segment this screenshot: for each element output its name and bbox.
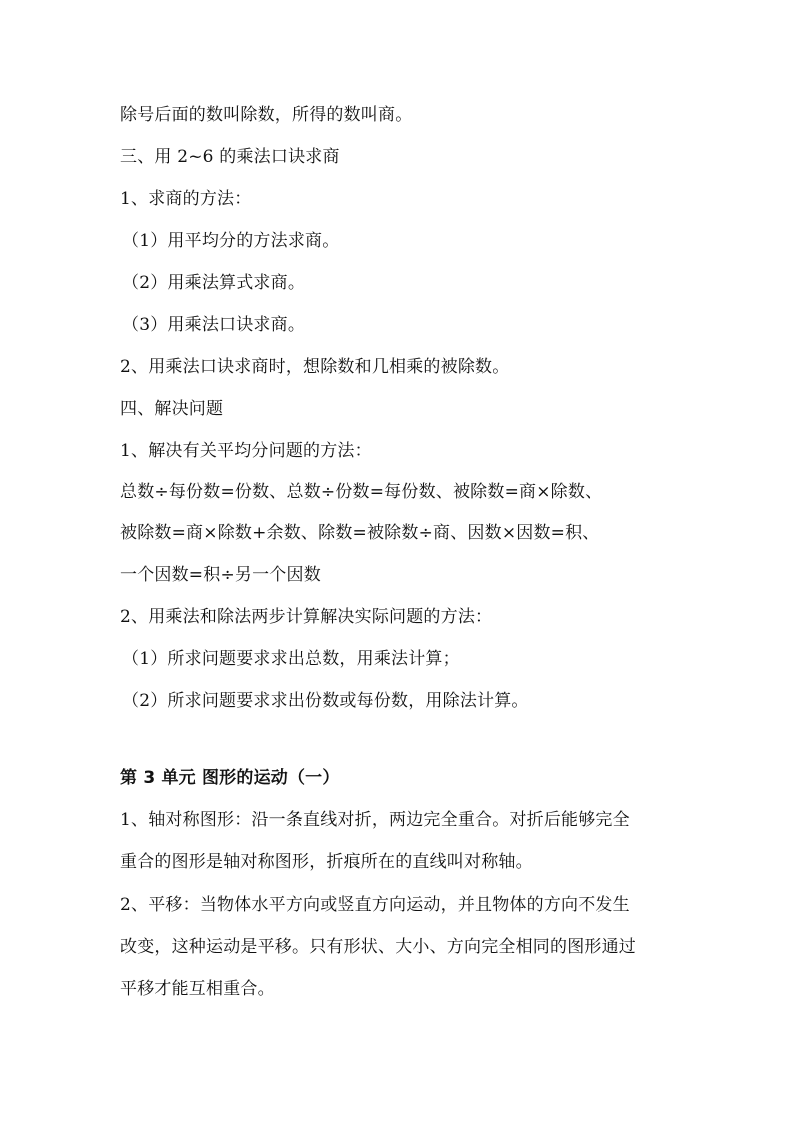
section-title: 四、解决问题 <box>120 399 224 419</box>
text-line: （1）用平均分的方法求商。 <box>122 231 340 251</box>
text-line: 1、求商的方法： <box>120 189 252 209</box>
text-line: 2、用乘法和除法两步计算解决实际问题的方法： <box>120 607 493 627</box>
text-line: （3）用乘法口诀求商。 <box>122 315 306 335</box>
text-line: 重合的图形是轴对称图形，折痕所在的直线叫对称轴。 <box>120 852 533 872</box>
text-line: 1、解决有关平均分问题的方法： <box>120 441 372 461</box>
unit-heading: 第 3 单元 图形的运动（一） <box>120 768 340 788</box>
text-line: （2）所求问题要求求出份数或每份数，用除法计算。 <box>122 691 529 711</box>
text-line: 平移才能互相重合。 <box>120 979 275 999</box>
formula-line: 一个因数=积÷另一个因数 <box>120 565 321 585</box>
text-line: （1）所求问题要求求出总数，用乘法计算； <box>122 649 460 669</box>
text-line: 除号后面的数叫除数，所得的数叫商。 <box>120 105 413 125</box>
text-line: 1、轴对称图形：沿一条直线对折，两边完全重合。对折后能够完全 <box>120 810 630 830</box>
text-line: 2、平移：当物体水平方向或竖直方向运动，并且物体的方向不发生 <box>120 895 630 915</box>
section-title: 三、用 2~6 的乘法口诀求商 <box>120 147 340 167</box>
text-line: 2、用乘法口诀求商时，想除数和几相乘的被除数。 <box>120 357 510 377</box>
text-line: 改变，这种运动是平移。只有形状、大小、方向完全相同的图形通过 <box>120 937 636 957</box>
text-line: （2）用乘法算式求商。 <box>122 273 306 293</box>
formula-line: 被除数=商×除数+余数、除数=被除数÷商、因数×因数=积、 <box>120 523 600 543</box>
formula-line: 总数÷每份数=份数、总数÷份数=每份数、被除数=商×除数、 <box>120 482 603 502</box>
